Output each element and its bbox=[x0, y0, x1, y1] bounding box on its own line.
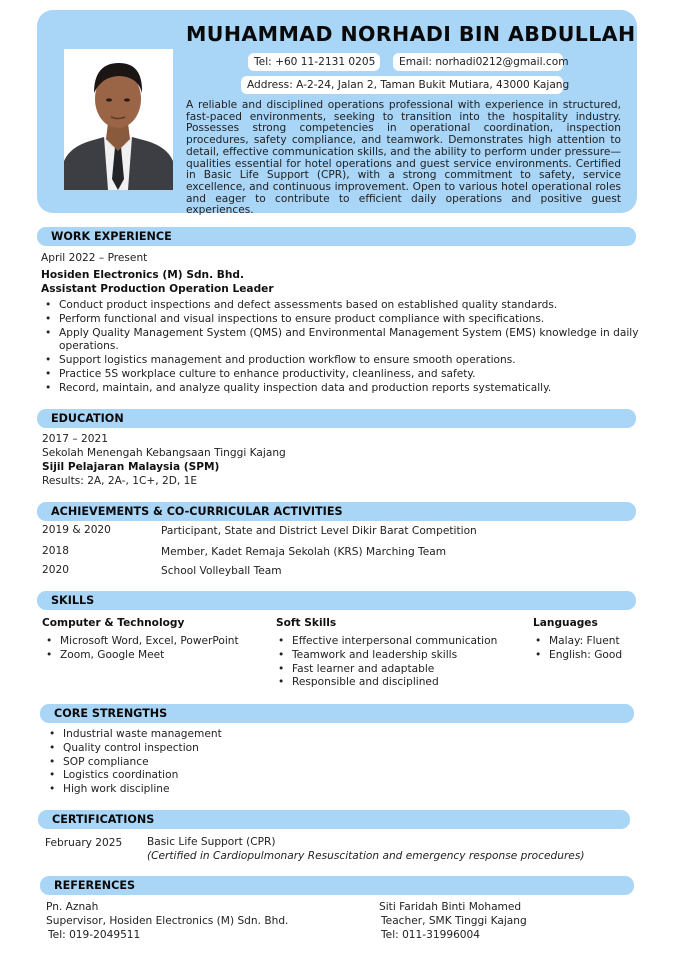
certification-detail: (Certified in Cardiopulmonary Resuscitation and emergency response procedures) bbox=[147, 850, 585, 862]
profile-photo bbox=[64, 49, 173, 190]
list-item: • Malay: Fluent bbox=[532, 635, 642, 649]
certification-date: February 2025 bbox=[45, 837, 123, 849]
reference-1-position: Supervisor, Hosiden Electronics (M) Sdn. Bhd. bbox=[46, 915, 289, 927]
list-item: • Practice 5S workplace culture to enhance productivity, cleanliness, and safety. bbox=[42, 368, 642, 382]
work-period: April 2022 – Present bbox=[41, 252, 148, 264]
achievement-desc: Participant, State and District Level Dikir Barat Competition bbox=[161, 525, 477, 537]
work-role: Assistant Production Operation Leader bbox=[41, 283, 274, 295]
skills-computer-list bbox=[43, 635, 263, 663]
list-item: • Industrial waste management bbox=[46, 728, 346, 742]
certification-name: Basic Life Support (CPR) bbox=[147, 836, 276, 848]
reference-2-position: Teacher, SMK Tinggi Kajang bbox=[381, 915, 527, 927]
core-strengths-list bbox=[46, 728, 346, 797]
education-school: Sekolah Menengah Kebangsaan Tinggi Kajang bbox=[42, 447, 286, 459]
work-experience-heading: WORK EXPERIENCE bbox=[37, 227, 636, 246]
list-item-continuation: operations. bbox=[59, 340, 119, 353]
achievement-desc: Member, Kadet Remaja Sekolah (KRS) Marching Team bbox=[161, 546, 447, 558]
achievement-desc: School Volleyball Team bbox=[161, 565, 282, 577]
work-company: Hosiden Electronics (M) Sdn. Bhd. bbox=[41, 269, 245, 281]
reference-1-tel: Tel: 019-2049511 bbox=[48, 929, 141, 941]
skills-soft-heading: Soft Skills bbox=[276, 617, 337, 629]
certifications-heading: CERTIFICATIONS bbox=[38, 810, 630, 829]
references-heading: REFERENCES bbox=[40, 876, 634, 895]
list-item: • Logistics coordination bbox=[46, 769, 346, 783]
reference-2-tel: Tel: 011-31996004 bbox=[381, 929, 481, 941]
list-item: • Record, maintain, and analyze quality inspection data and production reports systematically. bbox=[42, 382, 642, 396]
list-item: • Quality control inspection bbox=[46, 742, 346, 756]
phone-pill: Tel: +60 11-2131 0205 bbox=[248, 53, 380, 71]
work-bullets bbox=[42, 299, 642, 396]
list-item: • Support logistics management and production workflow to ensure smooth operations. bbox=[42, 354, 642, 368]
list-item: • Microsoft Word, Excel, PowerPoint bbox=[43, 635, 263, 649]
education-heading: EDUCATION bbox=[37, 409, 636, 428]
skills-languages-list bbox=[532, 635, 642, 663]
skills-computer-heading: Computer & Technology bbox=[42, 617, 185, 629]
list-item: • High work discipline bbox=[46, 783, 346, 797]
reference-2-name: Siti Faridah Binti Mohamed bbox=[379, 901, 522, 913]
skills-heading: SKILLS bbox=[37, 591, 636, 610]
list-item: • Zoom, Google Meet bbox=[43, 649, 263, 663]
skills-languages-heading: Languages bbox=[533, 617, 598, 629]
achievement-year: 2020 bbox=[42, 564, 69, 576]
list-item: • Conduct product inspections and defect assessments based on established quality standards. bbox=[42, 299, 642, 313]
core-strengths-heading: CORE STRENGTHS bbox=[40, 704, 634, 723]
list-item: • English: Good bbox=[532, 649, 642, 663]
list-item: • Teamwork and leadership skills bbox=[275, 649, 515, 663]
candidate-name: MUHAMMAD NORHADI BIN ABDULLAH bbox=[186, 22, 636, 46]
profile-summary: A reliable and disciplined operations professional with experience in structured, fast-paced environments, seeking to transition into the hospitality industry. Possesses strong competencies in operational coordination, inspection procedures, safety compliance, and teamwork. Demonstrates high attention to detail, effective communication skills, and the ability to perform under pressure—qualities essential for hotel operations and guest service environments. Certified in Basic Life Support (CPR), with a strong commitment to safety, service excellence, and continuous improvement. Open to various hotel operational roles and eager to contribute to efficient daily operations and positive guest experiences. bbox=[186, 99, 621, 217]
achievements-heading: ACHIEVEMENTS & CO-CURRICULAR ACTIVITIES bbox=[37, 502, 636, 521]
achievement-year: 2019 & 2020 bbox=[42, 524, 111, 536]
email-pill: Email: norhadi0212@gmail.com bbox=[393, 53, 563, 71]
education-qualification: Sijil Pelajaran Malaysia (SPM) bbox=[42, 461, 220, 473]
address-pill: Address: A-2-24, Jalan 2, Taman Bukit Mutiara, 43000 Kajang bbox=[241, 76, 563, 94]
list-item: • SOP compliance bbox=[46, 756, 346, 770]
list-item: • Responsible and disciplined bbox=[275, 676, 515, 690]
list-item: • Fast learner and adaptable bbox=[275, 663, 515, 677]
portrait-image bbox=[64, 49, 173, 190]
achievement-year: 2018 bbox=[42, 545, 69, 557]
list-item: • Effective interpersonal communication bbox=[275, 635, 515, 649]
list-item: • Perform functional and visual inspections to ensure product compliance with specifications. bbox=[42, 313, 642, 327]
skills-soft-list bbox=[275, 635, 515, 690]
education-results: Results: 2A, 2A-, 1C+, 2D, 1E bbox=[42, 475, 198, 487]
reference-1-name: Pn. Aznah bbox=[46, 901, 99, 913]
list-item: • Apply Quality Management System (QMS) and Environmental Management System (EMS) knowledge in daily bbox=[42, 327, 642, 341]
education-period: 2017 – 2021 bbox=[42, 433, 108, 445]
